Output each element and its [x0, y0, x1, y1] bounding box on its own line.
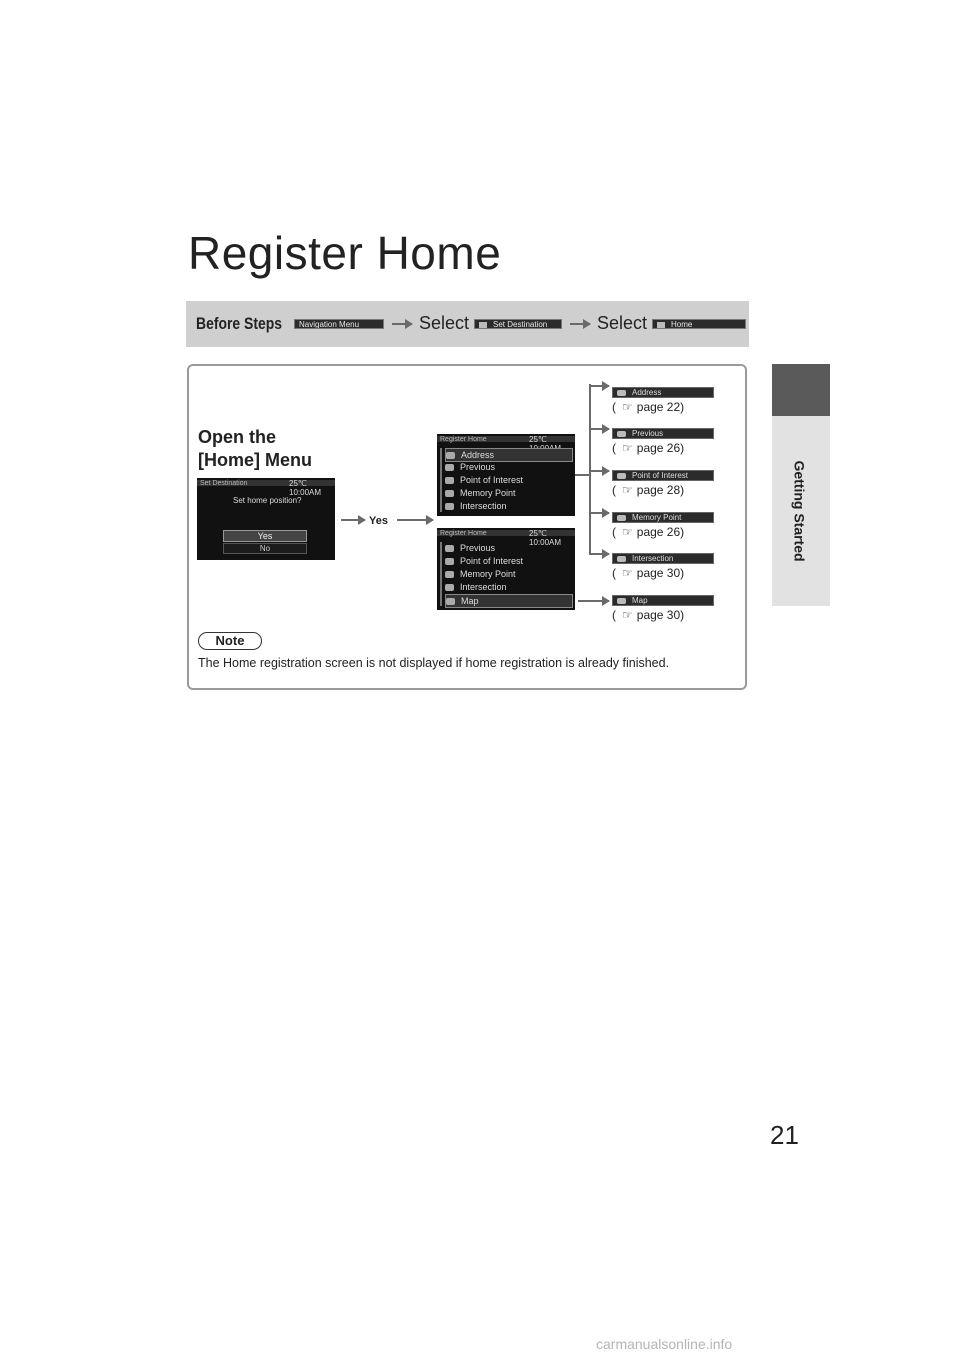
option-label: Intersection: [632, 554, 674, 563]
poi-icon: [617, 473, 626, 479]
option-label: Address: [632, 388, 662, 397]
ref-open: (: [612, 525, 616, 539]
connector-line: [575, 474, 589, 476]
pointing-hand-icon: ☞: [622, 441, 633, 455]
arrow-icon: [589, 385, 609, 387]
page-reference: [612, 608, 684, 622]
scrollbar[interactable]: [440, 448, 442, 512]
option-label: Point of Interest: [632, 471, 689, 480]
confirm-screen: [197, 478, 335, 560]
before-steps-bar: [186, 301, 749, 347]
memory-point-icon: [445, 490, 454, 497]
pointing-hand-icon: ☞: [622, 400, 633, 414]
yes-arrow-label: Yes: [369, 515, 388, 527]
memory-point-icon: [445, 571, 454, 578]
home-label: Home: [671, 320, 693, 329]
step-arrow-icon: [392, 323, 412, 325]
set-destination-button[interactable]: [474, 319, 562, 329]
register-item-label: Memory Point: [460, 488, 516, 498]
register-item-label: Point of Interest: [460, 475, 524, 485]
register-item-label: Previous: [460, 543, 496, 553]
register-item-label: Map: [461, 596, 479, 606]
register-item-previous[interactable]: [445, 542, 571, 554]
previous-icon: [445, 545, 454, 552]
register-item-poi[interactable]: [445, 555, 571, 567]
register-item-label: Point of Interest: [460, 556, 524, 566]
map-icon: [446, 598, 455, 605]
pointing-hand-icon: ☞: [622, 525, 633, 539]
option-label: Previous: [632, 429, 664, 438]
page-reference: [612, 400, 684, 414]
screen-clock: 25℃: [529, 435, 547, 444]
arrow-icon: [341, 519, 365, 521]
memory-point-icon: [617, 515, 626, 521]
option-memory-point[interactable]: [612, 512, 714, 523]
section-heading-line2: [Home] Menu: [198, 450, 312, 470]
step-arrow-icon: [570, 323, 590, 325]
register-item-label: Previous: [460, 462, 496, 472]
chapter-tab-block: [772, 364, 830, 416]
arrow-icon: [589, 512, 609, 514]
ref-open: (: [612, 566, 616, 580]
ref-page: page 26): [636, 525, 685, 539]
ref-open: (: [612, 400, 616, 414]
yes-button[interactable]: Yes: [223, 530, 307, 542]
section-heading: [198, 426, 312, 472]
watermark: carmanualsonline.info: [596, 1336, 733, 1352]
no-button[interactable]: No: [223, 543, 307, 554]
register-home-screen-1: [437, 434, 575, 516]
chapter-tab-label: Getting Started: [792, 460, 808, 562]
before-steps-label: Before Steps: [196, 314, 282, 333]
note-text: The Home registration screen is not displayed if home registration is already finished.: [198, 656, 670, 670]
page-reference: [612, 441, 684, 455]
flag-icon: [479, 322, 487, 328]
screen-clock: 25℃ 10:00AM: [289, 479, 322, 497]
pointing-hand-icon: ☞: [622, 483, 633, 497]
ref-page: page 22): [636, 400, 685, 414]
pointing-hand-icon: ☞: [622, 566, 633, 580]
register-item-map[interactable]: [445, 594, 573, 608]
register-item-previous[interactable]: [445, 461, 571, 473]
page-title: Register Home: [188, 227, 502, 279]
arrow-icon: [589, 553, 609, 555]
select-label-2: Select: [597, 313, 648, 333]
register-item-label: Address: [461, 450, 495, 460]
register-item-poi[interactable]: [445, 474, 571, 486]
register-item-label: Memory Point: [460, 569, 516, 579]
section-heading-line1: Open the: [198, 427, 277, 447]
register-item-label: Intersection: [460, 582, 507, 592]
page-reference: [612, 566, 684, 580]
ref-page: page 26): [636, 441, 685, 455]
page-number: 21: [770, 1120, 799, 1150]
ref-page: page 30): [636, 566, 685, 580]
chapter-tab: [760, 416, 840, 606]
poi-icon: [445, 558, 454, 565]
ref-open: (: [612, 441, 616, 455]
poi-icon: [445, 477, 454, 484]
arrow-icon: [397, 519, 433, 521]
option-intersection[interactable]: [612, 553, 714, 564]
home-icon: [657, 322, 665, 328]
register-item-address[interactable]: [445, 448, 573, 462]
register-item-intersection[interactable]: [445, 500, 571, 512]
previous-icon: [617, 431, 626, 437]
intersection-icon: [445, 584, 454, 591]
option-label: Memory Point: [632, 513, 682, 522]
register-home-screen-2: [437, 528, 575, 610]
screen-title: Register Home: [440, 436, 487, 443]
intersection-icon: [445, 503, 454, 510]
navigation-menu-button[interactable]: Navigation Menu: [294, 319, 384, 329]
address-icon: [617, 390, 626, 396]
option-map[interactable]: [612, 595, 714, 606]
address-icon: [446, 452, 455, 459]
register-item-memory-point[interactable]: [445, 568, 571, 580]
option-point-of-interest[interactable]: [612, 470, 714, 481]
pointing-hand-icon: ☞: [622, 608, 633, 622]
ref-page: page 28): [636, 483, 685, 497]
ref-page: page 30): [636, 608, 685, 622]
arrow-icon: [578, 600, 609, 602]
ref-open: (: [612, 483, 616, 497]
page-reference: [612, 483, 684, 497]
screen-title: Register Home: [440, 530, 487, 537]
scrollbar[interactable]: [440, 542, 442, 606]
register-item-label: Intersection: [460, 501, 507, 511]
ref-open: (: [612, 608, 616, 622]
note-badge: Note: [198, 632, 262, 650]
option-label: Map: [632, 596, 648, 605]
connector-line: [589, 384, 591, 554]
map-icon: [617, 598, 626, 604]
page-reference: [612, 525, 684, 539]
intersection-icon: [617, 556, 626, 562]
screen-clock: 25℃ 10:00AM: [529, 529, 562, 547]
arrow-icon: [589, 470, 609, 472]
screen-title: Set Destination: [200, 480, 248, 487]
select-label-1: Select: [419, 313, 470, 333]
previous-icon: [445, 464, 454, 471]
register-item-intersection[interactable]: [445, 581, 571, 593]
home-button[interactable]: [652, 319, 746, 329]
set-destination-label: Set Destination: [493, 320, 548, 329]
arrow-icon: [589, 428, 609, 430]
confirm-prompt: Set home position?: [233, 496, 302, 505]
option-previous[interactable]: [612, 428, 714, 439]
register-item-memory-point[interactable]: [445, 487, 571, 499]
option-address[interactable]: [612, 387, 714, 398]
